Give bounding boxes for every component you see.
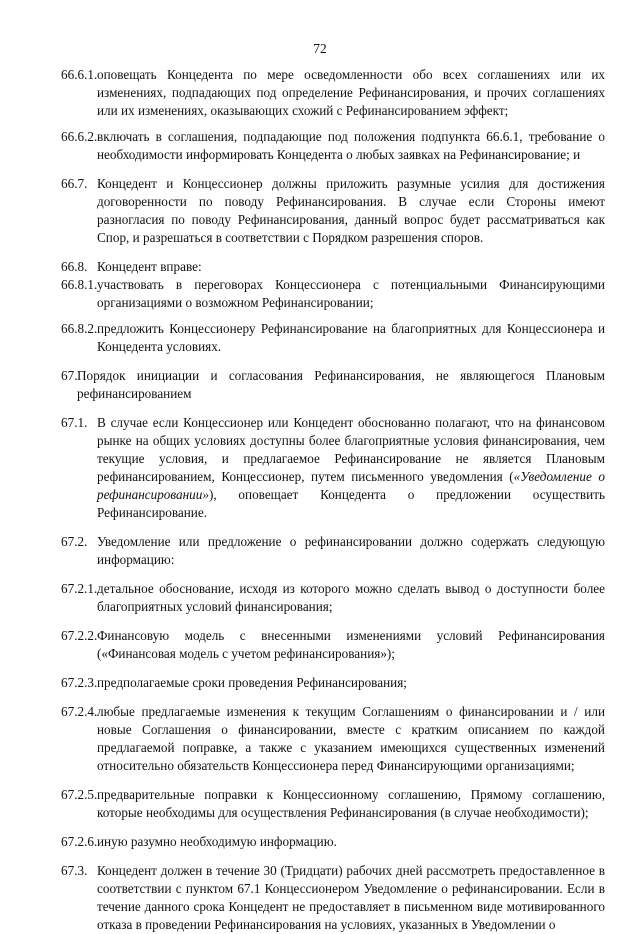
clause-67-2-4 [61,703,605,775]
section-67-heading [61,367,605,403]
clause-number: 67.2.3. [61,675,98,690]
clause-number: 67.2.1. [61,581,98,596]
clause-text: участвовать в переговорах Концессионера с потенциальными Финансирующими организациями о возможном Рефинансировании; [97,277,605,310]
clause-66-8-2 [61,320,605,356]
clause-number: 66.8.2. [61,321,98,336]
clause-text: детальное обоснование, исходя из которого можно сделать вывод о доступности более благоприятных условий финансирования; [97,581,605,614]
clause-66-7 [61,175,605,247]
clause-number: 66.6.1. [61,67,98,82]
clause-text: предполагаемые сроки проведения Рефинансирования; [97,675,407,690]
clause-number: 67.2.4. [61,704,98,719]
page-number: 72 [313,41,327,56]
clause-67-2-2 [61,627,605,663]
clause-number: 67.2. [61,534,88,549]
clause-text [61,414,605,522]
clause-text: Концедент вправе: [97,259,202,274]
clause-text: Финансовую модель с внесенными изменениями условий Рефинансирования («Финансовая модель с учетом рефинансирования»); [97,628,605,661]
defined-term: «Уведомление о рефинансировании» [97,469,605,502]
clause-number: 66.7. [61,176,88,191]
clause-number: 66.8. [61,259,88,274]
clause-text: Уведомление или предложение о рефинансировании должно содержать следующую информацию: [97,534,605,567]
clause-67-2-3 [61,674,605,692]
section-number: 67. [61,368,78,383]
clause-text-part: В случае если Концессионер или Концедент обоснованно полагают, что на финансовом рынке на общих условиях доступны более благоприятные условия финансирования, чем текущие условия, и предлагаемое Рефинансирование не является Плановым рефинансированием, Концессионер, путем письменного уведомления ( [97,415,605,484]
clause-number: 67.2.2. [61,628,98,643]
clause-67-1 [61,414,605,522]
clause-text: предварительные поправки к Концессионному соглашению, Прямому соглашению, которые необходимы для осуществления Рефинансирования (в случае необходимости); [97,787,605,820]
clause-text: Концедент должен в течение 30 (Тридцати) рабочих дней рассмотреть предоставленное в соответствии с пунктом 67.1 Концессионером Уведомление о рефинансировании. Если в течение данного срока Концедент не предоставляет в письменном виде мотивированного отказа в проведении Рефинансирования на условиях, указанных в Уведомлении о [97,863,605,932]
section-title: Порядок инициации и согласования Рефинансирования, не являющегося Плановым рефинансированием [77,368,605,401]
clause-67-2-6 [61,833,605,851]
clause-text: включать в соглашения, подпадающие под положения подпункта 66.6.1, требование о необходимости информировать Концедента о любых заявках на Рефинансирование; и [97,129,605,162]
clause-text: предложить Концессионеру Рефинансирование на благоприятных для Концессионера и Концедента условиях. [97,321,605,354]
clause-number: 67.2.6. [61,834,98,849]
clause-67-2 [61,533,605,569]
clause-number: 67.3. [61,863,88,878]
clause-text: иную разумно необходимую информацию. [97,834,337,849]
clause-text: оповещать Концедента по мере осведомленности обо всех соглашениях или их изменениях, подпадающих под определение Рефинансирования, и прочих соглашениях или их изменениях, оказывающих схожий с Рефинансированием эффект; [97,67,605,118]
clause-number: 66.6.2. [61,129,98,144]
clause-66-8-1 [61,276,605,312]
clause-66-6-2 [61,128,605,164]
clause-text: любые предлагаемые изменения к текущим Соглашениям о финансировании и / или новые Соглашения о финансировании, вместе с кратким описанием по каждой предлагаемой поправке, а также с указанием имеющихся существенных изменений относительно обязательств Концессионера перед Финансирующими организациями; [97,704,605,773]
document-body [61,66,605,934]
clause-text: Концедент и Концессионер должны приложить разумные усилия для достижения договоренности по поводу Рефинансирования. В случае если Стороны имеют разногласия по поводу Рефинансирования, данный вопрос будет рассматриваться как Спор, и разрешаться в соответствии с Порядком разрешения споров. [97,176,605,245]
clause-text-part: ), оповещает Концедента о предложении осуществить Рефинансирование. [97,487,605,520]
clause-67-2-5 [61,786,605,822]
clause-67-2-1 [61,580,605,616]
clause-number: 66.8.1. [61,277,98,292]
clause-66-6-1 [61,66,605,120]
clause-number: 67.1. [61,415,88,430]
clause-67-3 [61,862,605,934]
clause-number: 67.2.5. [61,787,98,802]
clause-66-8 [61,258,605,276]
